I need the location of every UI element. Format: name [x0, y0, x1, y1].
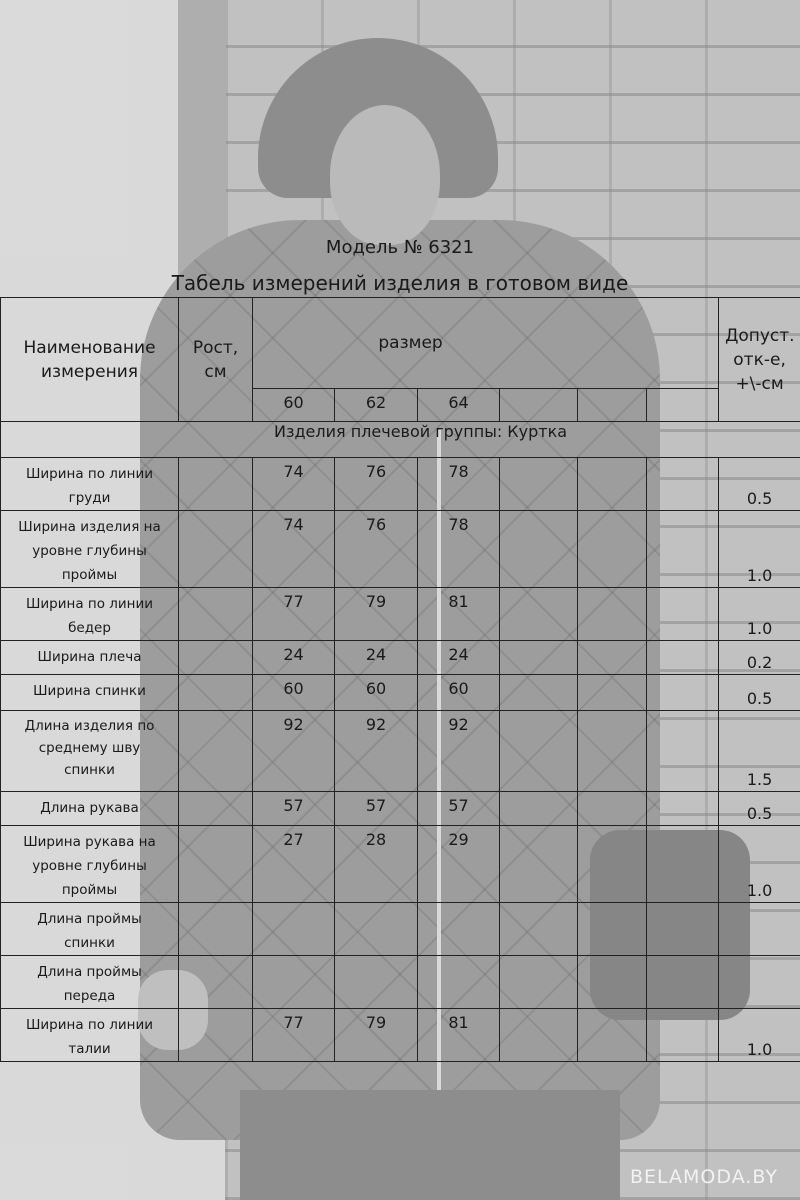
empty-cell	[500, 675, 578, 711]
value-cell: 92	[253, 711, 335, 792]
empty-cell	[578, 826, 647, 903]
height-cell	[179, 1009, 253, 1062]
header-name: Наименование измерения	[1, 298, 179, 422]
measurement-table	[0, 297, 800, 1062]
table-row	[1, 792, 800, 826]
value-cell: 92	[418, 711, 500, 792]
value-cell	[253, 903, 335, 956]
empty-cell	[500, 711, 578, 792]
empty-cell	[647, 903, 719, 956]
empty-cell	[578, 458, 647, 511]
tolerance-cell: 1.5	[719, 711, 800, 792]
empty-cell	[578, 956, 647, 1009]
group-label: Изделия плечевой группы: Куртка	[1, 422, 800, 458]
value-cell: 78	[418, 511, 500, 588]
empty-cell	[500, 511, 578, 588]
empty-cell	[578, 511, 647, 588]
empty-cell	[500, 641, 578, 675]
value-cell	[418, 956, 500, 1009]
measurement-name: Ширина по линии талии	[1, 1009, 179, 1062]
size-cell	[578, 389, 647, 422]
table-row	[1, 641, 800, 675]
table-row	[1, 711, 800, 792]
empty-cell	[647, 641, 719, 675]
value-cell: 24	[253, 641, 335, 675]
empty-cell	[647, 588, 719, 641]
height-cell	[179, 826, 253, 903]
empty-cell	[578, 1009, 647, 1062]
value-cell: 81	[418, 1009, 500, 1062]
value-cell: 79	[335, 1009, 418, 1062]
value-cell	[335, 956, 418, 1009]
measurement-name: Ширина спинки	[1, 675, 179, 711]
value-cell: 57	[418, 792, 500, 826]
value-cell: 74	[253, 511, 335, 588]
empty-cell	[578, 641, 647, 675]
value-cell: 28	[335, 826, 418, 903]
value-cell: 60	[418, 675, 500, 711]
empty-cell	[500, 956, 578, 1009]
value-cell: 77	[253, 588, 335, 641]
tolerance-cell: 0.5	[719, 458, 800, 511]
size-cell: 62	[335, 389, 418, 422]
value-cell: 24	[335, 641, 418, 675]
empty-cell	[647, 711, 719, 792]
empty-cell	[647, 826, 719, 903]
empty-cell	[647, 675, 719, 711]
value-cell: 60	[335, 675, 418, 711]
measurement-name: Ширина плеча	[1, 641, 179, 675]
measurement-name: Ширина по линии груди	[1, 458, 179, 511]
value-cell: 78	[418, 458, 500, 511]
height-cell	[179, 675, 253, 711]
table-row	[1, 956, 800, 1009]
empty-cell	[500, 458, 578, 511]
height-cell	[179, 588, 253, 641]
value-cell	[253, 956, 335, 1009]
height-cell	[179, 711, 253, 792]
empty-cell	[647, 511, 719, 588]
header-height: Рост, см	[179, 298, 253, 422]
empty-cell	[647, 1009, 719, 1062]
measurement-name: Ширина изделия на уровне глубины проймы	[1, 511, 179, 588]
tolerance-cell: 0.5	[719, 792, 800, 826]
height-cell	[179, 511, 253, 588]
table-row	[1, 826, 800, 903]
value-cell: 57	[335, 792, 418, 826]
height-cell	[179, 792, 253, 826]
tolerance-cell	[719, 903, 800, 956]
empty-cell	[500, 826, 578, 903]
empty-cell	[500, 903, 578, 956]
value-cell: 60	[253, 675, 335, 711]
value-cell: 24	[418, 641, 500, 675]
empty-cell	[647, 956, 719, 1009]
measurement-name: Длина рукава	[1, 792, 179, 826]
value-cell: 27	[253, 826, 335, 903]
tolerance-cell: 0.5	[719, 675, 800, 711]
size-cell	[500, 389, 578, 422]
value-cell: 81	[418, 588, 500, 641]
value-cell: 77	[253, 1009, 335, 1062]
measurement-name: Длина изделия по среднему шву спинки	[1, 711, 179, 792]
table-row	[1, 1009, 800, 1062]
table-row	[1, 675, 800, 711]
header-tolerance: Допуст. отк-е, +\-см	[719, 298, 800, 422]
value-cell: 92	[335, 711, 418, 792]
measurement-name: Длина проймы спинки	[1, 903, 179, 956]
tolerance-cell: 1.0	[719, 511, 800, 588]
measurement-name: Ширина рукава на уровне глубины проймы	[1, 826, 179, 903]
empty-cell	[578, 588, 647, 641]
empty-cell	[578, 903, 647, 956]
tolerance-cell	[719, 956, 800, 1009]
brand-watermark: BELAMODA.BY	[629, 1166, 778, 1188]
empty-cell	[500, 588, 578, 641]
tolerance-cell: 1.0	[719, 826, 800, 903]
measurement-name: Ширина по линии бедер	[1, 588, 179, 641]
empty-cell	[500, 1009, 578, 1062]
value-cell: 76	[335, 458, 418, 511]
table-row	[1, 588, 800, 641]
value-cell: 29	[418, 826, 500, 903]
value-cell	[418, 903, 500, 956]
empty-cell	[647, 792, 719, 826]
height-cell	[179, 458, 253, 511]
empty-cell	[647, 458, 719, 511]
size-cell: 64	[418, 389, 500, 422]
value-cell	[335, 903, 418, 956]
tolerance-cell: 1.0	[719, 1009, 800, 1062]
empty-cell	[578, 711, 647, 792]
height-cell	[179, 641, 253, 675]
size-cell: 60	[253, 389, 335, 422]
model-title: Модель № 6321	[325, 237, 475, 258]
empty-cell	[500, 792, 578, 826]
table-row	[1, 511, 800, 588]
empty-cell	[578, 675, 647, 711]
tolerance-cell: 0.2	[719, 641, 800, 675]
value-cell: 79	[335, 588, 418, 641]
value-cell: 74	[253, 458, 335, 511]
tolerance-cell: 1.0	[719, 588, 800, 641]
height-cell	[179, 956, 253, 1009]
measurement-name: Длина проймы переда	[1, 956, 179, 1009]
height-cell	[179, 903, 253, 956]
size-cell	[647, 389, 719, 422]
header-size: размер	[253, 298, 719, 389]
table-row	[1, 903, 800, 956]
table-title: Табель измерений изделия в готовом виде	[171, 271, 629, 295]
table-row	[1, 458, 800, 511]
value-cell: 57	[253, 792, 335, 826]
value-cell: 76	[335, 511, 418, 588]
empty-cell	[578, 792, 647, 826]
